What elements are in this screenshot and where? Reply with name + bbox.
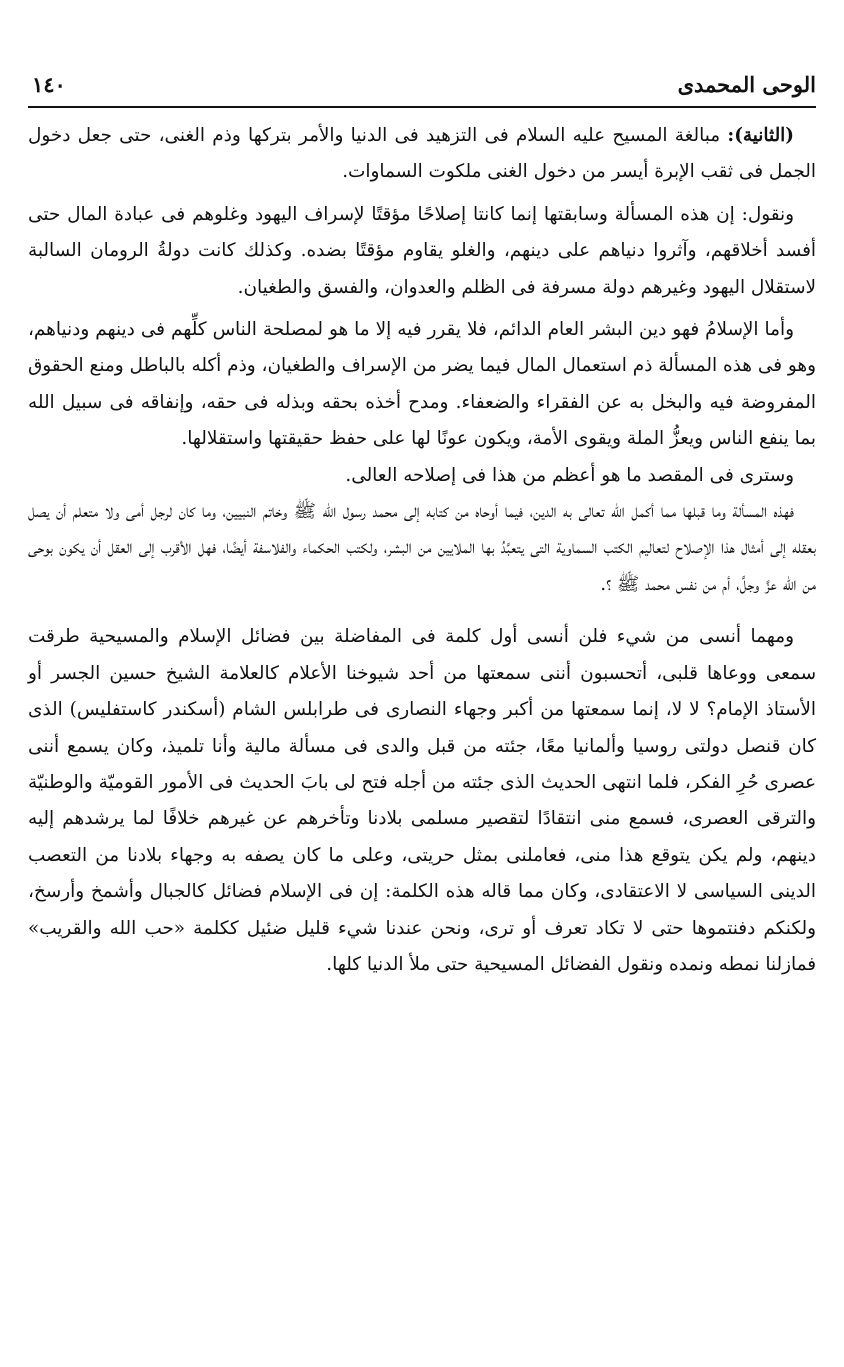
page-number: ١٤٠ xyxy=(32,72,66,97)
page-header xyxy=(28,70,816,106)
paragraph-3: وأما الإسلامُ فهو دين البشر العام الدائم، فلا يقرر فيه إلا ما هو لمصلحة الناس كلِّهم فى دينهم ودنياهم، وهو فى هذه المسألة ذم استعمال المال فيما يضر من الإسراف والطغيان، وذم أكله بالباطل ومنع الحقوق المفروضة فيه والبخل به عن الفقراء والضعفاء. ومدح أخذه بحقه وبذله فى حقه، وإنفاقه فى سبيل الله بما ينفع الناس ويعزُّ الملة ويقوى الأمة، ويكون عونًا لها على حفظ حقيقتها واستقلالها. xyxy=(28,319,816,450)
running-title: الوحى المحمدى xyxy=(677,72,816,97)
paragraph-1-text: مبالغة المسيح عليه السلام فى التزهيد فى الدنيا والأمر بتركها وذم الغنى، حتى جعل دخول الجمل فى ثقب الإبرة أيسر من دخول الغنى ملكوت السماوات. xyxy=(28,125,816,183)
page-body xyxy=(28,118,816,983)
paragraph-2: ونقول: إن هذه المسألة وسابقتها إنما كانتا إصلاحًا مؤقتًا لإسراف اليهود وغلوهم فى عبادة المال حتى أفسد أخلاقهم، وآثروا دنياهم على دينهم، والغلو يقاوم مؤقتًا بضده. وكذلك كانت دولةُ الرومان السالبة لاستقلال اليهود وغيرهم دولة مسرفة فى الظلم والعدوان، والفسق والطغيان. xyxy=(28,203,816,298)
paragraph-1 xyxy=(28,118,816,191)
paragraph-6: ومهما أنسى من شيء فلن أنسى أول كلمة فى المفاضلة بين فضائل الإسلام والمسيحية طرقت سمعى ووعاها قلبى، أتحسبون أننى سمعتها من أحد شيوخنا الأعلام كالعلامة الشيخ حسين الجسر أو الأستاذ الإمام؟ لا لا، إنما سمعتها من أكبر وجهاء النصارى فى طرابلس الشام (أسكندر كاستفليس) الذى كان قنصل دولتى روسيا وألمانيا معًا، جئته من قبل والدى فى مسألة مالية وأنا تلميذ، وكان يسمع أننى عصرى حُرِ الفكر، فلما انتهى الحديث الذى جئته من أجله فتح لى بابَ الحديث فى الأمور القوميّة والوطنيّة والترقى العصرى، فسمع منى انتقادًا لتقصير مسلمى بلادنا وتأخرهم عن غيرهم خلافًا لما يرشدهم إليه دينهم، ولم يكن يتوقع هذا منى، فعاملنى بمثل حريتى، وعلى ما كان يصفه به وجهاء بلادنا من التعصب الدينى السياسى لا الاعتقادى، وكان مما قاله هذه الكلمة: إن فى الإسلام فضائل كالجبال وأشمخ وأرسخ، ولكنكم دفنتموها حتى لا تكاد تعرف أو ترى، ونحن عندنا شيء قليل ضئيل ككلمة «حب الله والقريب» فمازلنا نمطه ونمده ونقول الفضائل المسيحية حتى ملأ الدنيا كلها. xyxy=(28,626,816,975)
paragraph-5: فهذه المسألة وما قبلها مما أكمل الله تعالى به الدين، فيما أوحاه من كتابه إلى محمد رسول الله ﷺ وخاتم النبيين، وما كان لرجل أمى ولا متعلم أن يصل بعقله إلى أمثال هذا الإصلاح لتعاليم الكتب السماوية التى يتعبَّدُ بها الملايين من البشر، ولكتب الحكماء والفلاسفة أيضًا، فهل الأقرب إلى العقل أن يكون بوحى من الله عزَّ وجلَّ، أم من نفس محمد ﷺ ؟. xyxy=(28,501,816,595)
paragraph-4: وسترى فى المقصد ما هو أعظم من هذا فى إصلاحه العالى. xyxy=(345,464,794,486)
header-rule xyxy=(28,106,816,108)
paragraph-1-lead: (الثانية): xyxy=(727,125,794,146)
